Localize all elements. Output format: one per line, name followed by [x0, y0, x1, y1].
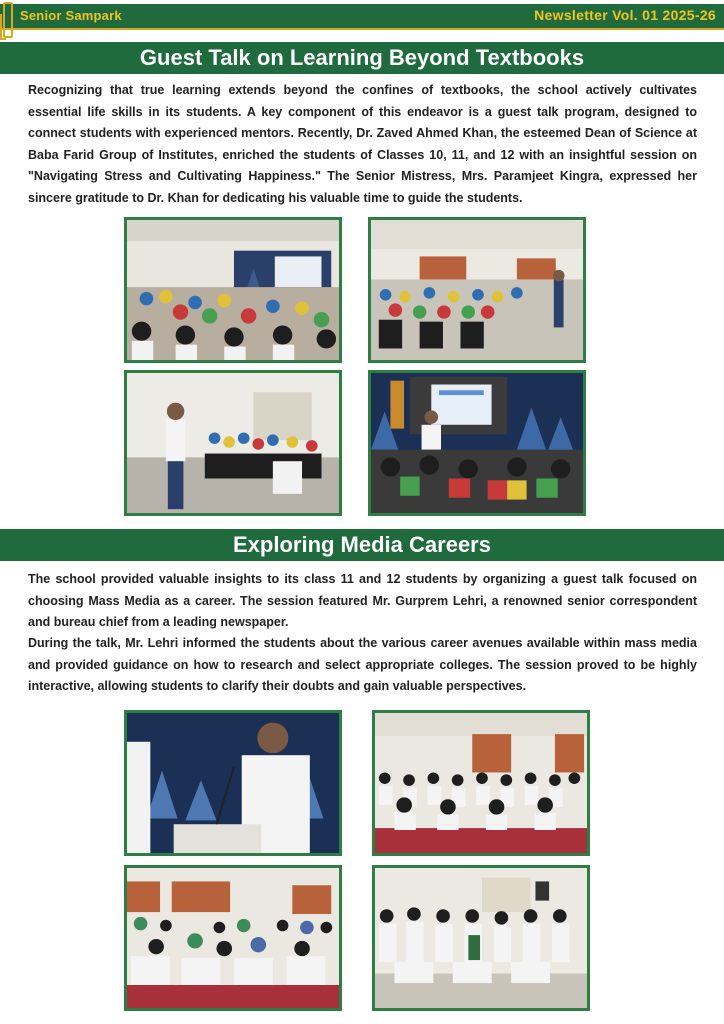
media-careers-paragraph-2: During the talk, Mr. Lehri informed the students about the various career avenues available within mass media and provided guidance on how to research and select appropriate colleges. The session proved to be highly interactive, allowing students to clarify their doubts and gain valuable perspectives. — [28, 636, 697, 694]
newsletter-header — [0, 4, 724, 30]
photo-girls-seated-rows — [372, 865, 590, 1011]
photo-boys-in-turbans — [124, 865, 342, 1011]
photo-hall-audience — [368, 217, 586, 363]
newsletter-name: Senior Sampark — [20, 8, 122, 23]
newsletter-volume: Newsletter Vol. 01 2025-26 — [534, 7, 716, 23]
media-careers-paragraph-1: The school provided valuable insights to its class 11 and 12 students by organizing a guest talk focused on choosing Mass Media as a career. The session featured Mr. Gurprem Lehri, a renowned senior correspondent and bureau chief from a leading newspaper. — [28, 572, 697, 630]
photo-students-seated-hall — [372, 710, 590, 856]
photo-auditorium-students — [124, 217, 342, 363]
section-title-media-careers: Exploring Media Careers — [0, 529, 724, 561]
photo-speaker-with-mic — [124, 370, 342, 516]
corner-ornament-inner — [0, 14, 6, 40]
photo-speaker-at-podium — [124, 710, 342, 856]
photo-presentation-screen — [368, 370, 586, 516]
guest-talk-paragraph: Recognizing that true learning extends beyond the confines of textbooks, the school actively cultivates essential life skills in its students. A key component of this endeavor is a guest talk program, designed to connect students with experienced mentors. Recently, Dr. Zaved Ahmed Khan, the esteemed Dean of Science at Baba Farid Group of Institutes, enriched the students of Classes 10, 11, and 12 with an insightful session on "Navigating Stress and Cultivating Happiness." The Senior Mistress, Mrs. Paramjeet Kingra, expressed her sincere gratitude to Dr. Khan for dedicating his valuable time to guide the students. — [28, 83, 697, 205]
section-title-guest-talk: Guest Talk on Learning Beyond Textbooks — [0, 42, 724, 74]
